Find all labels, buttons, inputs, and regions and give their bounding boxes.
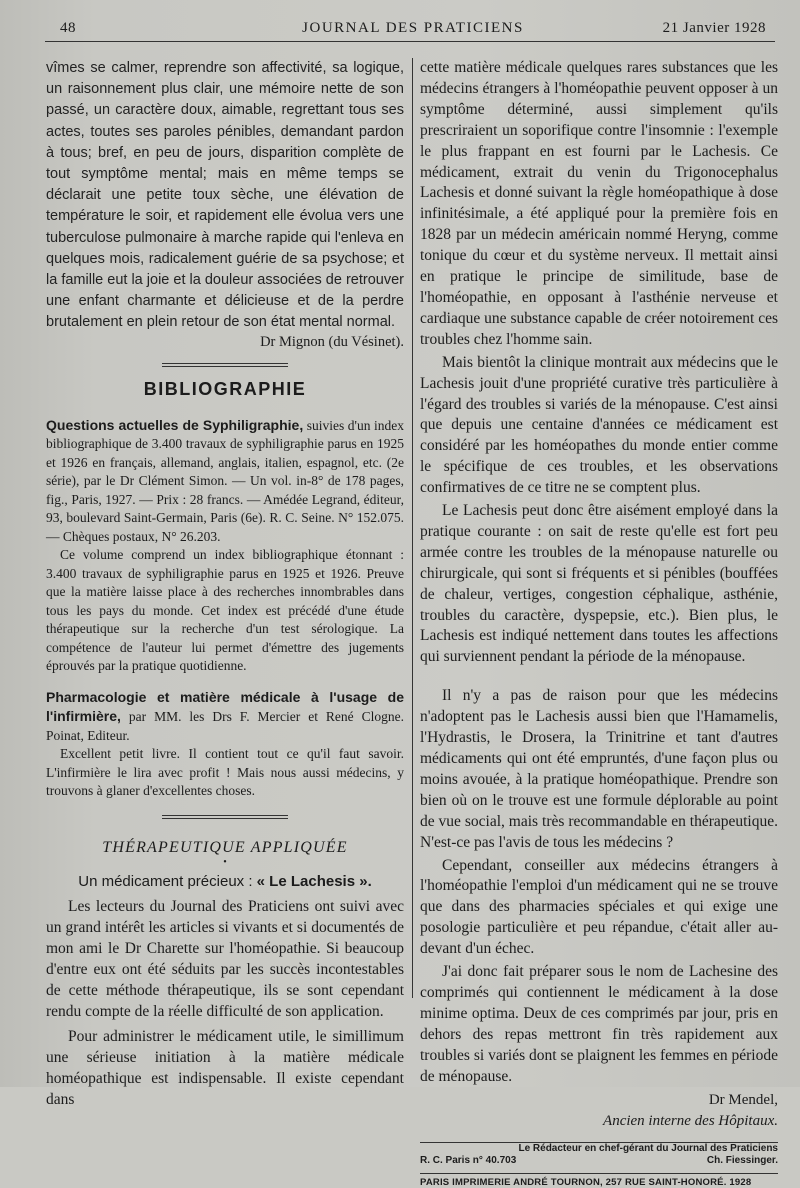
- section-heading: THÉRAPEUTIQUE APPLIQUÉE: [102, 838, 348, 856]
- author-title: Ancien interne des Hôpitaux.: [603, 1112, 778, 1129]
- bib-entry-details: suivies d'un index bibliographique de 3.400 travaux de syphiligraphie parus en 1925 et 1926 en français, allemand, anglais, italien, espagnol, etc. (2e série), par le Dr Clément Simon. — Un vol. in-8° de 178 pages, fig., Paris, 1927. — Prix : 28 francs. — Amédée Legrand, éditeur, 93, boulevard Saint-Germain, Paris (6e). R. C. Seine. N° 152.075. — Chèques postaux, N° 26.203.: [46, 417, 404, 544]
- editor-name: Ch. Fiessinger.: [706, 1154, 778, 1166]
- article-paragraph: Il n'y a pas de raison pour que les médecins n'adoptent pas le Lachesis aussi bien que l'Hamamelis, l'Hydrastis, le Drosera, la Trinitrine et tant d'autres médicaments qui ont été empruntés, d'une façon plus ou moins avouée, à la pratique homéopathique. Prendre son bien où on le trouve est une formule déplorable au point de vue social, mais très recommandable en thérapeutique. N'est-ce pas l'avis de tous les médecins ?: [420, 687, 778, 851]
- left-column: [46, 58, 404, 1110]
- continued-article-signature: Dr Mignon (du Vésinet).: [260, 333, 404, 350]
- article-paragraph: Pour administrer le médicament utile, le simillimum une sérieuse initiation à la matière médicale homéopathique est indispensable. Il existe cependant dans: [46, 1027, 404, 1108]
- ornament-dot: •: [223, 856, 227, 868]
- section-divider: [162, 815, 288, 819]
- article-paragraph: Les lecteurs du Journal des Praticiens ont suivi avec un grand intérêt les articles si vivants et si documentés de mon ami le Dr Charette sur l'homéopathie. Si beaucoup d'entre eux ont été séduits par les succès incontestables de cette méthode thérapeutique, ils se sont cependant rendu compte de la réelle difficulté de son application.: [46, 897, 404, 1020]
- bib-entry-title: Pharmacologie et matière médicale à l'usage de l'infirmière,: [46, 688, 404, 725]
- bibliography-review: Excellent petit livre. Il contient tout ce qu'il faut savoir. L'infirmière le lira avec profit ! Mais nous aussi médecins, y trouvons à glaner d'excellentes choses.: [46, 746, 404, 799]
- article-paragraph: Le Lachesis peut donc être aisément employé dans la pratique courante : on sait de reste qu'elle est fort peu armée contre les troubles de la ménopause naturelle ou chirurgicale, qui sont si fréquents et si pénibles (bouffées de chaleur, vertiges, congestion céphalique, asthénie, troubles du caractère, dyspepsie, etc.). Bien plus, le Lachesis est indiqué nettement dans toutes les affections qui surviennent pendant la période de la ménopause.: [420, 502, 778, 666]
- section-divider: [162, 363, 288, 367]
- header-rule: [45, 41, 775, 42]
- bibliography-heading: BIBLIOGRAPHIE: [143, 378, 307, 399]
- page-number: 48: [60, 20, 76, 36]
- right-column: [420, 58, 778, 1188]
- article-paragraph: Mais bientôt la clinique montrait aux médecins que le Lachesis jouit d'une propriété curative très particulière à l'égard des troubles si variés de la ménopause. C'est ainsi que depuis une centaine d'années ce médicament est considéré par les homéopathes du monde entier comme le spécifique de ces troubles, et les observations confirmatives de ce titre ne se comptent plus.: [420, 353, 778, 497]
- article-paragraph: cette matière médicale quelques rares substances que les médecins étrangers à l'homéopathie peuvent opposer à un symptôme déterminé, aussi simplement qu'ils prescriraient un soporifique contre l'insomnie : l'exemple le plus frappant en est fourni par le Lachesis. Ce médicament, extrait du venin du Trigonocephalus Lachesis et donné suivant la règle homéopathique à dose infinitésimale, a été appliqué pour la première fois en 1828 par un médecin américain nommé Heryng, comme tonique du cœur et du système nerveux. Il mettait ainsi en pratique le principe de similitude, base de l'homéopathie, en opposant à l'asthénie nerveuse et cardiaque une substance capable de créer notoirement ces troubles chez l'homme sain.: [420, 59, 778, 348]
- editor-line: [518, 1143, 778, 1167]
- continued-article-text: vîmes se calmer, reprendre son affectivité, sa logique, un raisonnement plus clair, une mémoire nette de son passé, un caractère doux, aimable, regrettant tous ses actes, toutes ses paroles pénibles, demandant pardon à tous; bref, en peu de jours, disparition complète de tout symptôme mental; mais en même temps se déclarait une petite toux sèche, une élévation de température le soir, et rapidement elle évolua vers une tuberculose pulmonaire à marche rapide qui l'enleva en quelques mois, radicalement guérie de sa psychose; et la famille eut la joie et la douleur associées de retrouver une enfant charmante et délicieuse et de la perdre brutalement en plein retour de son état mental normal.: [46, 60, 404, 331]
- author-name: Dr Mendel,: [708, 1091, 778, 1108]
- bib-entry-details: par MM. les Drs F. Mercier et René Clogne. Poinat, Editeur.: [46, 709, 404, 743]
- issue-date: 21 Janvier 1928: [662, 20, 766, 36]
- journal-title: JOURNAL DES PRATICIENS: [302, 20, 524, 36]
- bibliography-entry: [46, 416, 404, 547]
- bib-entry-title: Questions actuelles de Syphiligraphie,: [46, 416, 304, 433]
- bibliography-entry: [46, 688, 404, 746]
- registry-number: R. C. Paris n° 40.703: [420, 1154, 517, 1166]
- bibliography-review: Ce volume comprend un index bibliographique étonnant : 3.400 travaux de syphiligraphie parus en 1925 et 1926. Preuve que la matière laisse place à des recherches innombrables dans tous les pays du monde. Cet index est précédé d'une étude thérapeutique sur la recherche d'un test sérologique. La compétence de l'auteur lui permet d'émettre des jugements éprouvés par la pratique quotidienne.: [46, 547, 404, 674]
- column-divider: [412, 58, 413, 998]
- article-title-main: « Le Lachesis ».: [256, 872, 372, 890]
- article-paragraph: Cependant, conseiller aux médecins étrangers à l'homéopathie l'emploi d'un médicament qui ne se trouve que dans des pharmacies spéciales et qui exige une posologie particulière et peu répandue, c'était aller au-devant d'un échec.: [420, 856, 778, 958]
- page-header: [60, 20, 766, 40]
- editor-imprint: [420, 1143, 778, 1167]
- article-paragraph: J'ai donc fait préparer sous le nom de Lachesine des comprimés qui contiennent le médicament à la dose minime optima. Deux de ces comprimés par jour, pris en dehors des repas mettront fin très rapidement aux troubles si variés dont se plaignent les femmes en période de ménopause.: [420, 963, 778, 1085]
- printer-imprint: PARIS IMPRIMERIE ANDRÉ TOURNON, 257 RUE SAINT-HONORÉ. 1928: [420, 1173, 778, 1188]
- article-title: [46, 873, 404, 890]
- article-title-prefix: Un médicament précieux :: [78, 872, 257, 890]
- editor-role: Le Rédacteur en chef-gérant du Journal des Praticiens: [518, 1142, 778, 1154]
